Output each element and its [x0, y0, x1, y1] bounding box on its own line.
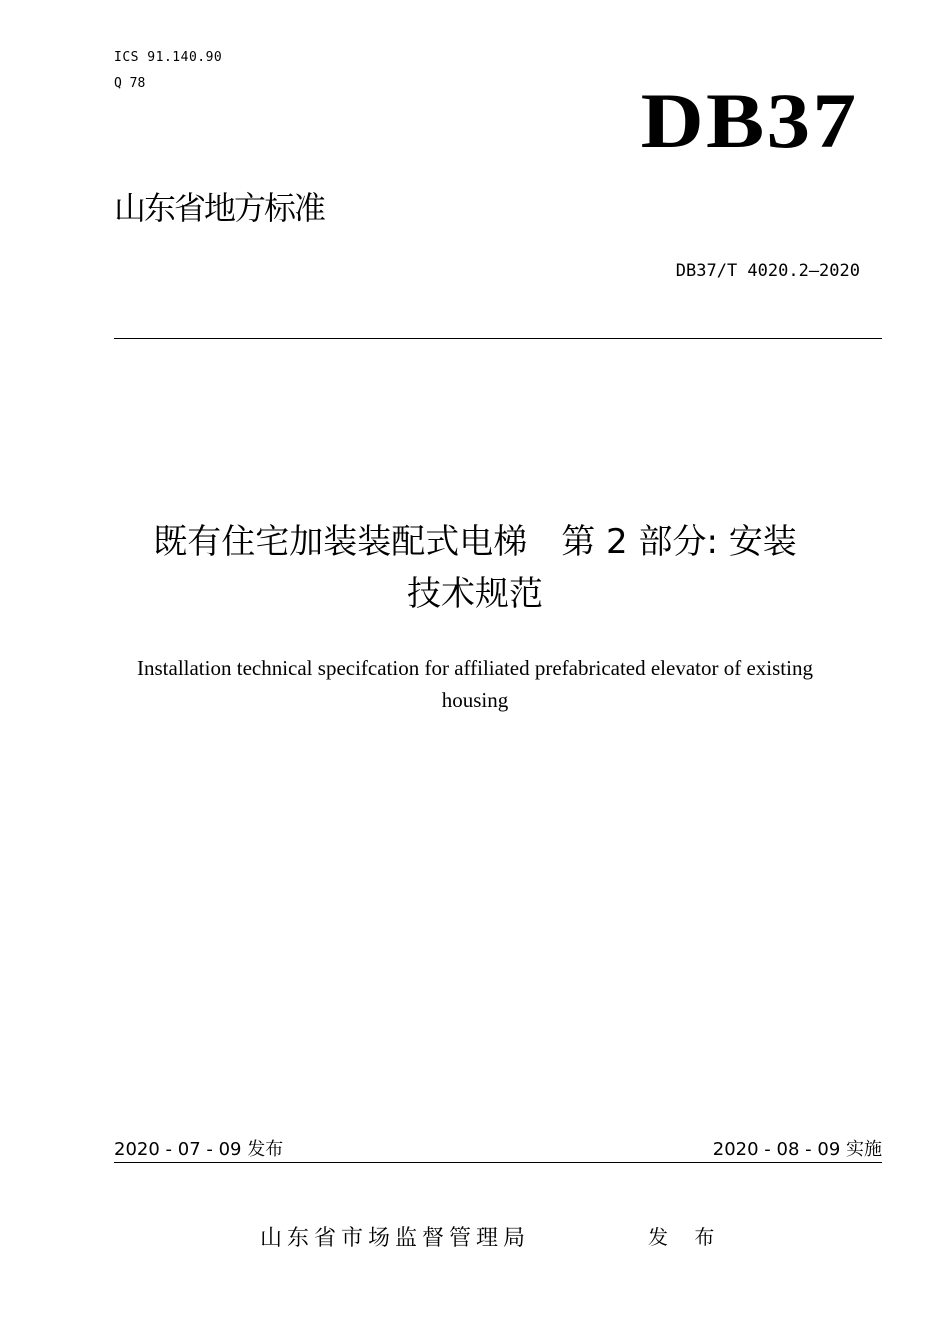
- implementation-date: 2020 - 08 - 09 实施: [712, 1139, 882, 1160]
- chinese-title-line-2: 技术规范: [407, 574, 543, 614]
- chinese-title-line-1: 既有住宅加装装配式电梯 第 2 部分: 安装: [153, 522, 797, 562]
- standard-number: DB37/T 4020.2—2020: [675, 261, 860, 281]
- publish-label: 发 布: [648, 1225, 725, 1249]
- english-title-line-1: Installation technical specifcation for affiliated prefabricated elevator of existing: [137, 656, 813, 680]
- publisher: 山东省市场监督管理局: [260, 1226, 531, 1251]
- bottom-divider: [114, 1162, 882, 1163]
- ics-code: ICS 91.140.90: [114, 50, 223, 65]
- standard-type: 山东省地方标准: [114, 189, 325, 227]
- chinese-title: [60, 516, 890, 620]
- english-title-line-2: housing: [441, 688, 509, 712]
- ccs-code: Q 78: [114, 76, 146, 91]
- issue-date: 2020 - 07 - 09 发布: [114, 1139, 284, 1160]
- english-title: [60, 652, 890, 716]
- standard-logo: DB37: [640, 77, 858, 164]
- top-divider: [114, 338, 882, 339]
